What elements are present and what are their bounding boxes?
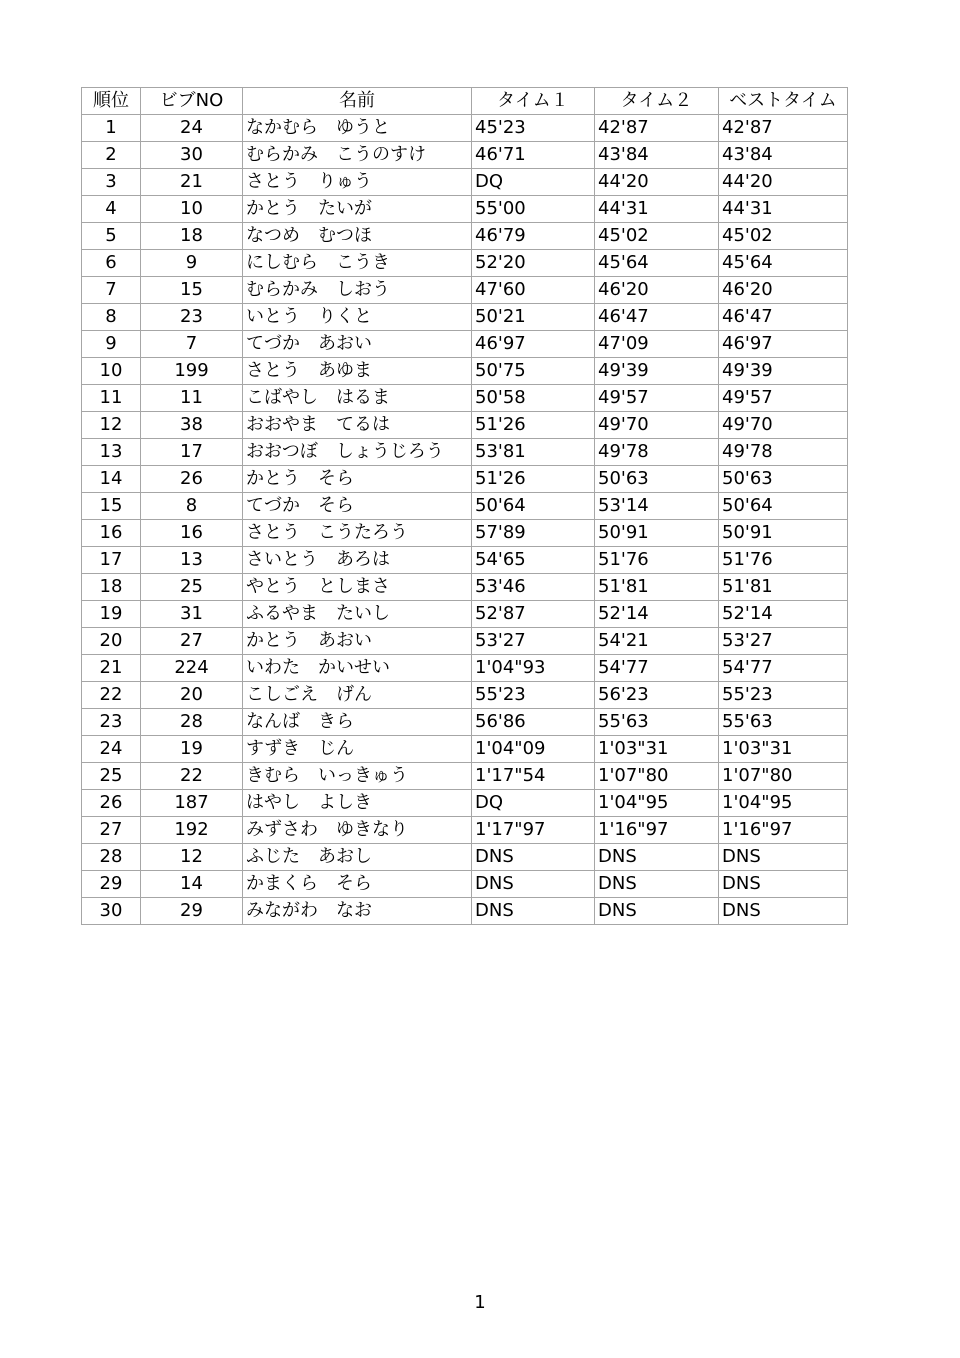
bib-cell: 199 [141,358,243,385]
table-row [82,817,848,844]
time2-cell: 54'21 [595,628,719,655]
best-time-cell: 49'57 [719,385,848,412]
time2-cell: 50'91 [595,520,719,547]
bib-cell: 224 [141,655,243,682]
time1-cell: 57'89 [472,520,595,547]
bib-cell: 7 [141,331,243,358]
bib-cell: 19 [141,736,243,763]
name-cell: さとう りゅう [243,169,472,196]
bib-cell: 26 [141,466,243,493]
name-cell: みながわ なお [243,898,472,925]
rank-cell: 20 [82,628,141,655]
time2-cell: 42'87 [595,115,719,142]
best-time-cell: 49'78 [719,439,848,466]
bib-cell: 8 [141,493,243,520]
time2-cell: 45'02 [595,223,719,250]
best-time-cell: 45'02 [719,223,848,250]
table-row [82,439,848,466]
table-row [82,493,848,520]
table-row [82,574,848,601]
name-cell: こしごえ げん [243,682,472,709]
best-time-cell: 54'77 [719,655,848,682]
header-best-time: ベストタイム [719,88,848,115]
table-row [82,250,848,277]
name-cell: てづか そら [243,493,472,520]
time2-cell: 46'47 [595,304,719,331]
best-time-cell: 53'27 [719,628,848,655]
bib-cell: 23 [141,304,243,331]
table-row [82,709,848,736]
bib-cell: 11 [141,385,243,412]
time1-cell: 52'20 [472,250,595,277]
time1-cell: DQ [472,169,595,196]
best-time-cell: 46'47 [719,304,848,331]
best-time-cell: 1'03"31 [719,736,848,763]
rank-cell: 25 [82,763,141,790]
bib-cell: 27 [141,628,243,655]
best-time-cell: 46'20 [719,277,848,304]
header-time1: タイム１ [472,88,595,115]
header-bib: ビブNO [141,88,243,115]
name-cell: かとう そら [243,466,472,493]
best-time-cell: 49'39 [719,358,848,385]
time2-cell: DNS [595,844,719,871]
table-row [82,169,848,196]
time2-cell: 49'78 [595,439,719,466]
rank-cell: 11 [82,385,141,412]
best-time-cell: 51'81 [719,574,848,601]
page-number: 1 [474,1292,486,1313]
best-time-cell: 50'91 [719,520,848,547]
name-cell: おおやま てるは [243,412,472,439]
rank-cell: 21 [82,655,141,682]
time2-cell: 49'70 [595,412,719,439]
best-time-cell: 1'07"80 [719,763,848,790]
time1-cell: DQ [472,790,595,817]
table-row [82,385,848,412]
name-cell: いとう りくと [243,304,472,331]
bib-cell: 29 [141,898,243,925]
rank-cell: 28 [82,844,141,871]
table-row [82,412,848,439]
rank-cell: 26 [82,790,141,817]
time1-cell: 53'46 [472,574,595,601]
rank-cell: 16 [82,520,141,547]
rank-cell: 17 [82,547,141,574]
time2-cell: 44'31 [595,196,719,223]
table-row [82,196,848,223]
bib-cell: 21 [141,169,243,196]
table-row [82,115,848,142]
table-row [82,331,848,358]
time2-cell: 47'09 [595,331,719,358]
time2-cell: 51'76 [595,547,719,574]
rank-cell: 4 [82,196,141,223]
name-cell: はやし よしき [243,790,472,817]
rank-cell: 13 [82,439,141,466]
time2-cell: 49'39 [595,358,719,385]
rank-cell: 22 [82,682,141,709]
name-cell: いわた かいせい [243,655,472,682]
rank-cell: 5 [82,223,141,250]
time2-cell: 53'14 [595,493,719,520]
rank-cell: 7 [82,277,141,304]
time1-cell: 1'17"97 [472,817,595,844]
best-time-cell: DNS [719,871,848,898]
name-cell: むらかみ しおう [243,277,472,304]
best-time-cell: 50'64 [719,493,848,520]
bib-cell: 16 [141,520,243,547]
results-table [81,87,848,925]
name-cell: むらかみ こうのすけ [243,142,472,169]
time1-cell: DNS [472,871,595,898]
time2-cell: 44'20 [595,169,719,196]
table-row [82,142,848,169]
rank-cell: 3 [82,169,141,196]
time1-cell: 46'97 [472,331,595,358]
time2-cell: 45'64 [595,250,719,277]
best-time-cell: 45'64 [719,250,848,277]
best-time-cell: 55'63 [719,709,848,736]
bib-cell: 30 [141,142,243,169]
rank-cell: 10 [82,358,141,385]
header-rank: 順位 [82,88,141,115]
bib-cell: 20 [141,682,243,709]
table-row [82,790,848,817]
bib-cell: 187 [141,790,243,817]
name-cell: なつめ むつほ [243,223,472,250]
table-header [82,88,848,115]
name-cell: にしむら こうき [243,250,472,277]
table-row [82,547,848,574]
bib-cell: 17 [141,439,243,466]
time1-cell: 50'21 [472,304,595,331]
rank-cell: 14 [82,466,141,493]
time1-cell: 46'79 [472,223,595,250]
time1-cell: 45'23 [472,115,595,142]
name-cell: かとう たいが [243,196,472,223]
bib-cell: 28 [141,709,243,736]
bib-cell: 9 [141,250,243,277]
name-cell: さとう こうたろう [243,520,472,547]
time2-cell: DNS [595,898,719,925]
rank-cell: 27 [82,817,141,844]
rank-cell: 15 [82,493,141,520]
best-time-cell: 42'87 [719,115,848,142]
header-row [82,88,848,115]
table-row [82,763,848,790]
table-row [82,358,848,385]
name-cell: きむら いっきゅう [243,763,472,790]
rank-cell: 29 [82,871,141,898]
best-time-cell: 44'31 [719,196,848,223]
name-cell: かとう あおい [243,628,472,655]
table-row [82,304,848,331]
bib-cell: 10 [141,196,243,223]
time1-cell: 55'23 [472,682,595,709]
time1-cell: 50'58 [472,385,595,412]
bib-cell: 38 [141,412,243,439]
time1-cell: 1'04"09 [472,736,595,763]
time1-cell: 50'75 [472,358,595,385]
name-cell: やとう としまさ [243,574,472,601]
bib-cell: 13 [141,547,243,574]
name-cell: なかむら ゆうと [243,115,472,142]
best-time-cell: 49'70 [719,412,848,439]
bib-cell: 14 [141,871,243,898]
best-time-cell: 52'14 [719,601,848,628]
rank-cell: 18 [82,574,141,601]
best-time-cell: DNS [719,844,848,871]
bib-cell: 22 [141,763,243,790]
best-time-cell: DNS [719,898,848,925]
best-time-cell: 1'16"97 [719,817,848,844]
time2-cell: 46'20 [595,277,719,304]
time1-cell: 1'17"54 [472,763,595,790]
table-row [82,601,848,628]
time2-cell: 56'23 [595,682,719,709]
name-cell: てづか あおい [243,331,472,358]
time2-cell: 54'77 [595,655,719,682]
header-time2: タイム２ [595,88,719,115]
best-time-cell: 44'20 [719,169,848,196]
name-cell: おおつぼ しょうじろう [243,439,472,466]
name-cell: さいとう あろは [243,547,472,574]
time2-cell: 1'16"97 [595,817,719,844]
time1-cell: DNS [472,844,595,871]
rank-cell: 12 [82,412,141,439]
header-name: 名前 [243,88,472,115]
time2-cell: 51'81 [595,574,719,601]
rank-cell: 8 [82,304,141,331]
table-row [82,520,848,547]
time1-cell: 56'86 [472,709,595,736]
time2-cell: 1'03"31 [595,736,719,763]
table-row [82,898,848,925]
rank-cell: 24 [82,736,141,763]
time1-cell: 46'71 [472,142,595,169]
best-time-cell: 50'63 [719,466,848,493]
time2-cell: 1'04"95 [595,790,719,817]
time1-cell: 55'00 [472,196,595,223]
time1-cell: 47'60 [472,277,595,304]
best-time-cell: 51'76 [719,547,848,574]
name-cell: ふるやま たいし [243,601,472,628]
table-row [82,277,848,304]
table-row [82,682,848,709]
best-time-cell: 43'84 [719,142,848,169]
time2-cell: 43'84 [595,142,719,169]
time2-cell: 52'14 [595,601,719,628]
time2-cell: 55'63 [595,709,719,736]
name-cell: すずき じん [243,736,472,763]
rank-cell: 9 [82,331,141,358]
time1-cell: 54'65 [472,547,595,574]
bib-cell: 192 [141,817,243,844]
rank-cell: 2 [82,142,141,169]
time1-cell: DNS [472,898,595,925]
rank-cell: 6 [82,250,141,277]
rank-cell: 30 [82,898,141,925]
time2-cell: 50'63 [595,466,719,493]
time1-cell: 53'27 [472,628,595,655]
time2-cell: 1'07"80 [595,763,719,790]
best-time-cell: 1'04"95 [719,790,848,817]
time1-cell: 52'87 [472,601,595,628]
rank-cell: 23 [82,709,141,736]
name-cell: さとう あゆま [243,358,472,385]
name-cell: なんば きら [243,709,472,736]
table-row [82,736,848,763]
name-cell: みずさわ ゆきなり [243,817,472,844]
table-row [82,223,848,250]
time1-cell: 51'26 [472,412,595,439]
table-row [82,871,848,898]
bib-cell: 18 [141,223,243,250]
time1-cell: 50'64 [472,493,595,520]
rank-cell: 19 [82,601,141,628]
table-body [82,115,848,925]
best-time-cell: 46'97 [719,331,848,358]
best-time-cell: 55'23 [719,682,848,709]
bib-cell: 15 [141,277,243,304]
rank-cell: 1 [82,115,141,142]
bib-cell: 24 [141,115,243,142]
bib-cell: 31 [141,601,243,628]
table-row [82,655,848,682]
name-cell: かまくら そら [243,871,472,898]
time2-cell: 49'57 [595,385,719,412]
table-row [82,466,848,493]
bib-cell: 12 [141,844,243,871]
time2-cell: DNS [595,871,719,898]
table-row [82,844,848,871]
time1-cell: 51'26 [472,466,595,493]
name-cell: こばやし はるま [243,385,472,412]
time1-cell: 53'81 [472,439,595,466]
table-row [82,628,848,655]
bib-cell: 25 [141,574,243,601]
name-cell: ふじた あおし [243,844,472,871]
time1-cell: 1'04"93 [472,655,595,682]
